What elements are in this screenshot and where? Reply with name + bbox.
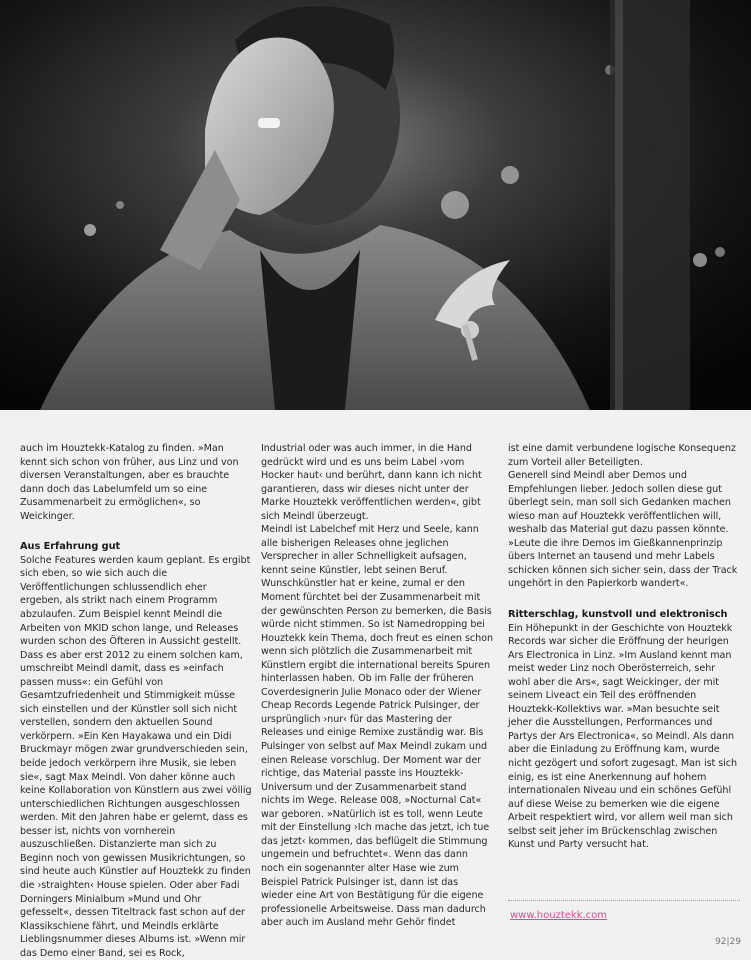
paragraph: Solche Features werden kaum geplant. Es ergibt sich eben, so wie sich auch die Veröffentlichungen schlussendlich eher ergeben, als strikt nach einem Programm abzulaufen. Zum Beispiel kennt Meindl die Arbeiten von MKID schon lange, und Releases wurden schon des Öfteren in Aussicht gestellt. Dass es aber erst 2012 zu einem solchen kam, umschreibt Meindl damit, dass es »einfach passen muss«: ein Gefühl von Gesamtzufriedenheit und Stimmigkeit müsse sich einstellen und der Künstler soll sich nicht verstellen, sondern den aktuellen Sound verkörpern. »Ein Ken Hayakawa und ein Didi Bruckmayr mögen zwar grundverschieden sein, beide jedoch verkörpern ihre Musik, sie leben sie«, sagt Max Meindl. Von daher könne auch keine Kollaboration von Künstlern aus zwei völlig unterschiedlichen Richtungen ausgeschlossen werden. Mit den Jahren habe er gelernt, dass es besser ist, nichts von vornherein auszuschließen. Distanzierte man sich zu Beginn noch von gewissen Musikrichtungen, so sind heute auch Künstler auf Houztekk zu finden die ›straighten‹ House spielen. Oder aber Fadi Dorningers Minialbum »Mund und Ohr gefesselt«, dessen Titeltrack fast schon auf der Klassikschiene fährt, und Meindls erklärte Lieblingsnummer dieses Albums ist. »Wenn mir das Demo einer Band, sei es Rock, <box>20 554 252 959</box>
paragraph: auch im Houztekk-Katalog zu finden. »Man kennt sich schon von früher, aus Linz und von diversen Veranstaltungen, aber es brauchte dann doch das Labelumfeld um so eine Zusammenarbeit zu ermöglichen«, so Weickinger. <box>20 443 239 522</box>
article-column-3 <box>508 442 740 852</box>
footer-divider <box>508 900 740 901</box>
article-column-1 <box>20 442 252 960</box>
article-column-2 <box>261 442 493 930</box>
section-heading: Aus Erfahrung gut <box>20 541 121 553</box>
section-heading: Ritterschlag, kunstvoll und elektronisch <box>508 609 728 621</box>
paragraph: ist eine damit verbundene logische Konsequenz zum Vorteil aller Beteiligten. <box>508 443 736 468</box>
header-photo <box>0 0 751 410</box>
portrait-photo-icon <box>0 0 751 410</box>
website-link[interactable]: www.houztekk.com <box>510 910 608 921</box>
paragraph: Meindl ist Labelchef mit Herz und Seele, kann alle bisherigen Releases ohne jeglichen Versprecher in aller Schnelligkeit aufsagen, kennt seine Künstler, lebt seinen Beruf. Wunschkünstler hat er keine, zumal er den Moment fürchtet bei der Zusammenarbeit mit der gewünschten Person zu bemerken, die Basis würde nicht stimmen. So ist Namedropping bei Houztekk kein Thema, doch freut es einen schon wenn sich plötzlich die Zusammenarbeit mit Künstlern ergibt die international bereits Spuren hinterlassen haben. Ob im Falle der früheren Coverdesignerin Julie Monaco oder der Wiener Cheap Records Legende Patrick Pulsinger, der ursprünglich ›nur‹ für das Mastering der Releases und einige Remixe zuständig war. Bis Pulsinger von selbst auf Max Meindl zukam und einen Release vorschlug. Der Moment war der richtige, das Material passte ins Houztekk-Universum und der Zusammenarbeit stand nichts im Wege. Release 008, »Nocturnal Cat« war geboren. »Natürlich ist es toll, wenn Leute mit der Einstellung ›Ich mache das jetzt, ich tue das jetzt‹ kommen, das beflügelt die Stimmung ungemein und befruchtet«. Wenn das dann noch ein sogenannter alter Hase wie zum Beispiel Patrick Pulsinger ist, dann ist das wieder eine Art von Bestätigung für die eigene professionelle Arbeitsweise. Dass man dadurch aber auch im Ausland mehr Gehör findet <box>261 524 494 929</box>
page-number: 92|29 <box>715 937 741 947</box>
paragraph: Generell sind Meindl aber Demos und Empfehlungen lieber. Jedoch sollen diese gut überlegt sein, man soll sich Gedanken machen wieso man auf Houztekk veröffentlichen will, weshalb das Material gut dazu passen könnte. »Leute die ihre Demos im Gießkannenprinzip übers Internet an tausend und mehr Labels schicken können sich sicher sein, dass der Track ungehört in den Papierkorb wandert«. <box>508 470 738 590</box>
paragraph: Industrial oder was auch immer, in die Hand gedrückt wird und es uns beim Label ›vom Hocker haut‹ und berührt, dann kann ich nicht garantieren, dass wir dieses nicht unter der Marke Houztekk veröffentlichen werden«, gibt sich Meindl überzeugt. <box>261 443 482 522</box>
paragraph: Ein Höhepunkt in der Geschichte von Houztekk Records war sicher die Eröffnung der heurigen Ars Electronica in Linz. »Im Ausland kennt man meist weder Linz noch Oberösterreich, sehr wohl aber die Ars«, sagt Weickinger, der mit seinem Liveact ein Teil des eröffnenden Houztekk-Kollektivs war. »Man besuchte seit jeher die Ausstellungen, Performances und Partys der Ars Electronica«, so Meindl. Als dann aber die Einladung zu Eröffnung kam, wurde nicht gezögert und sofort zugesagt. Man ist sich einig, es ist eine Anerkennung auf hohem internationalen Niveau und ein schönes Gefühl auf diese Weise zu bemerken wie die eigene Arbeit respektiert wird, vor allem weil man sich selbst seit jeher im Brückenschlag zwischen Kunst und Party versucht hat. <box>508 622 738 851</box>
